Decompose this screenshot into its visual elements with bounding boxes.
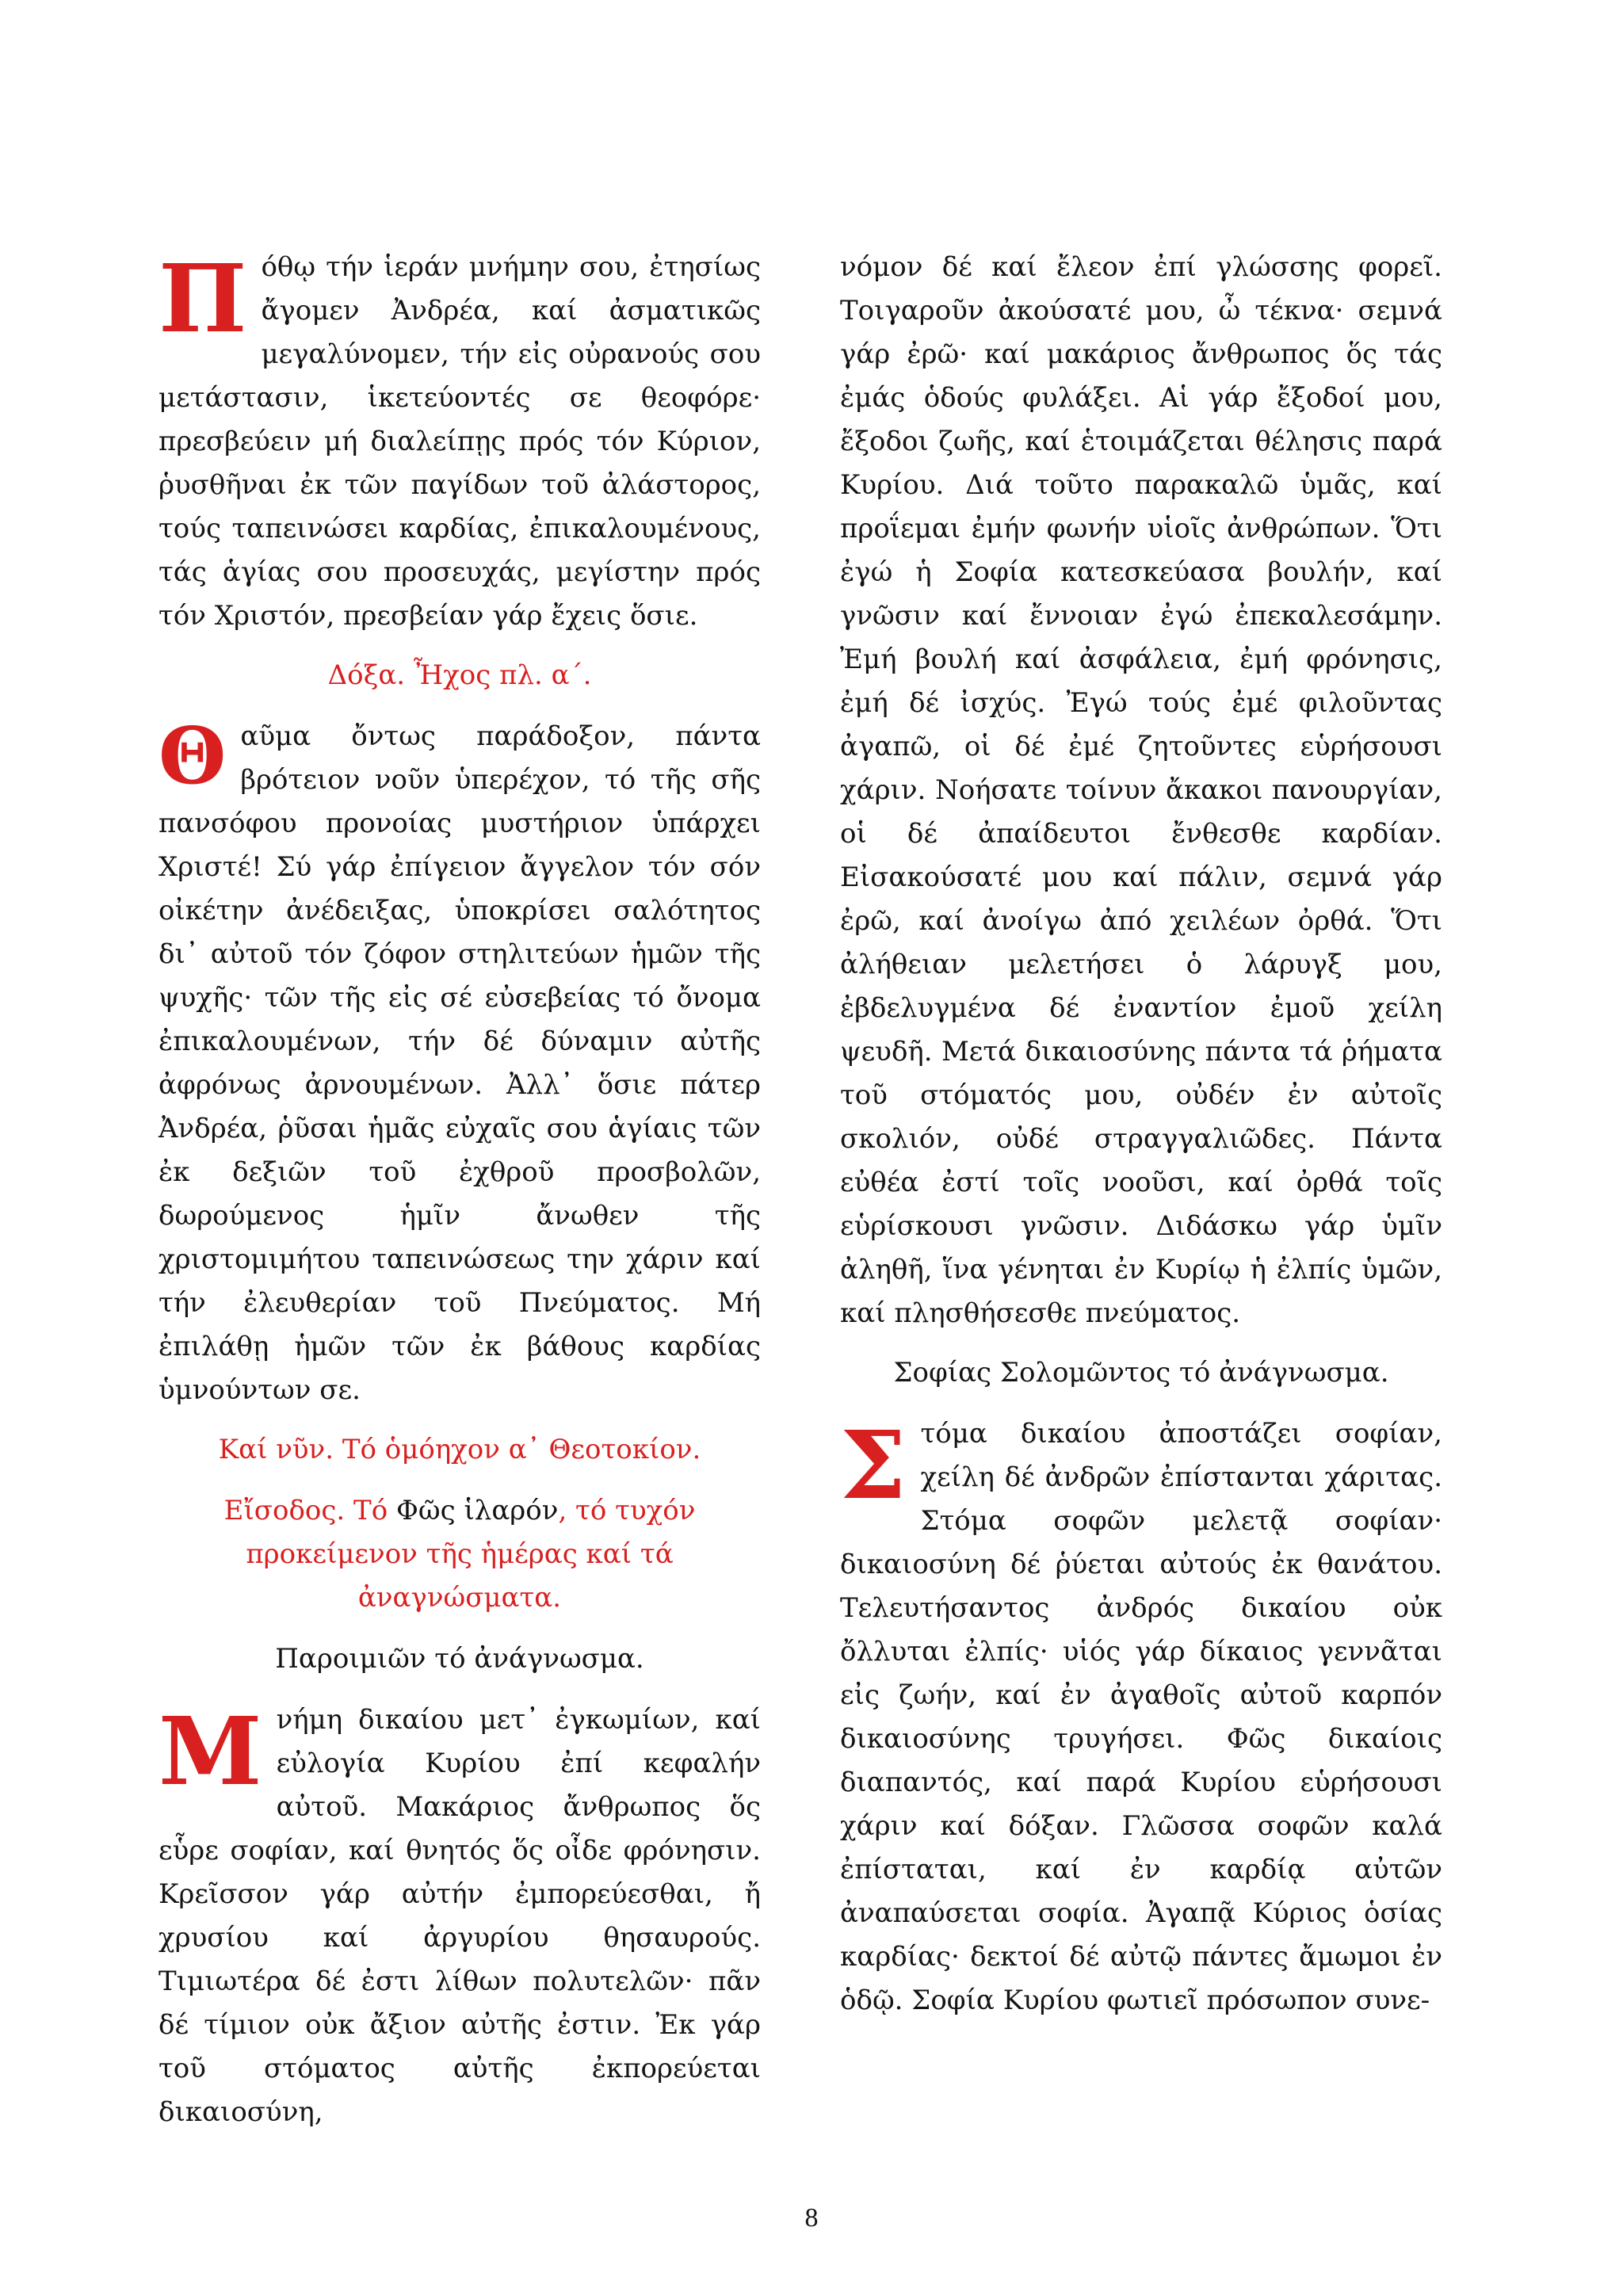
- verse-text: όθῳ τήν ἱεράν μνήμην σου, ἐτησίως ἄγομεν Ἀνδρέα, καί ἀσματικῶς μεγαλύνομεν, τήν εἰς οὐρανούς σου μετάστασιν, ἱκετεύοντές σε θεοφόρε· πρεσβεύειν μή διαλείπῃς πρός τόν Κύριον, ῥυσθῆναι ἐκ τῶν παγίδων τοῦ ἀλάστορος, τούς ταπεινώσει καρδίας, ἐπικαλουμένους, τάς ἁγίας σου προσευχάς, μεγίστην πρός τόν Χριστόν, πρεσβείαν γάρ ἔχεις ὅσιε.: [158, 251, 761, 632]
- rubric-eisodos-hymn: Φῶς ἱλαρόν: [396, 1495, 559, 1526]
- rubric-eisodos: [158, 1489, 761, 1620]
- verse-section-continued: νόμον δέ καί ἔλεον ἐπί γλώσσης φορεῖ. Τοιγαροῦν ἀκούσατέ μου, ὦ τέκνα· σεμνά γάρ ἐρῶ· καί μακάριος ἄνθρωπος ὅς τάς ἐμάς ὁδούς φυλάξει. Αἱ γάρ ἔξοδοί μου, ἔξοδοι ζωῆς, καί ἑτοιμάζεται θέλησις παρά Κυρίου. Διά τοῦτο παρακαλῶ ὑμᾶς, καί προΐεμαι ἐμήν φωνήν υἱοῖς ἀνθρώπων. Ὅτι ἐγώ ἡ Σοφία κατεσκεύασα βουλήν, καί γνῶσιν καί ἔννοιαν ἐγώ ἐπεκαλεσάμην. Ἐμή βουλή καί ἀσφάλεια, ἐμή φρόνησις, ἐμή δέ ἰσχύς. Ἐγώ τούς ἐμέ φιλοῦντας ἀγαπῶ, οἱ δέ ἐμέ ζητοῦντες εὑρήσουσι χάριν. Νοήσατε τοίνυν ἄκακοι πανουργίαν, οἱ δέ ἀπαίδευτοι ἔνθεσθε καρδίαν. Εἰσακούσατέ μου καί πάλιν, σεμνά γάρ ἐρῶ, καί ἀνοίγω ἀπό χειλέων ὀρθά. Ὅτι ἀλήθειαν μελετήσει ὁ λάρυγξ μου, ἐβδελυγμένα δέ ἐναντίον ἐμοῦ χείλη ψευδῆ. Μετά δικαιοσύνης πάντα τά ῥήματα τοῦ στόματός μου, οὐδέν ἐν αὐτοῖς σκολιόν, οὐδέ στραγγαλιῶδες. Πάντα εὐθέα ἐστί τοῖς νοοῦσι, καί ὀρθά τοῖς εὑρίσκουσι γνῶσιν. Διδάσκω γάρ ὑμῖν ἀληθῆ, ἵνα γένηται ἐν Κυρίῳ ἡ ἐλπίς ὑμῶν, καί πλησθήσεσθε πνεύματος.: [840, 251, 1442, 1329]
- verse-text: αῦμα ὄντως παράδοξον, πάντα βρότειον νοῦν ὑπερέχον, τό τῆς σῆς πανσόφου προνοίας μυστήριον ὑπάρχει Χριστέ! Σύ γάρ ἐπίγειον ἄγγελον τόν σόν οἰκέτην ἀνέδειξας, ὑποκρίσει σαλότητος δι᾿ αὐτοῦ τόν ζόφον στηλιτεύων ἡμῶν τῆς ψυχῆς· τῶν τῆς εἰς σέ εὐσεβείας τό ὄνομα ἐπικαλουμένων, τήν δέ δύναμιν αὐτῆς ἀφρόνως ἀρνουμένων. Ἀλλ᾿ ὅσιε πάτερ Ἀνδρέα, ῥῦσαι ἡμᾶς εὐχαῖς σου ἁγίαις τῶν ἐκ δεξιῶν τοῦ ἐχθροῦ προσβολῶν, δωρούμενος ἡμῖν ἄνωθεν τῆς χριστομιμήτου ταπεινώσεως την χάριν καί τήν ἐλευθερίαν τοῦ Πνεύματος. Μή ἐπιλάθῃ ἡμῶν τῶν ἐκ βάθους καρδίας ὑμνούντων σε.: [158, 720, 761, 1406]
- reading-heading-sofias: Σοφίας Σολομῶντος τό ἀνάγνωσμα.: [893, 1357, 1389, 1389]
- right-column: [840, 246, 1442, 2023]
- reading-heading-paroimion: Παροιμιῶν τό ἀνάγνωσμα.: [275, 1643, 644, 1675]
- page-number: 8: [804, 2203, 819, 2233]
- verse-section-1: [158, 243, 761, 638]
- rubric-eisodos-part-b: , τό τυχόν προκείμενον τῆς ἡμέρας καί τά ἀναγνώσματα.: [246, 1495, 696, 1614]
- dropcap-pi: Π: [158, 243, 247, 353]
- dropcap-sigma: Σ: [840, 1410, 907, 1520]
- verse-section-sofias: [840, 1412, 1442, 2023]
- verse-section-2: [158, 711, 761, 1412]
- rubric-doxa: Δόξα. Ἦχος πλ. α΄.: [327, 659, 592, 691]
- dropcap-theta: Θ: [158, 711, 227, 802]
- rubric-eisodos-part-a: Εἴσοδος. Τό: [223, 1495, 397, 1526]
- verse-section-3: [158, 1698, 761, 2134]
- dropcap-mu: Μ: [158, 1696, 262, 1806]
- rubric-kai-nyn: Καί νῦν. Τό ὁμόηχον α᾿ Θεοτοκίον.: [218, 1434, 701, 1465]
- verse-text: τόμα δικαίου ἀποστάζει σοφίαν, χείλη δέ ἀνδρῶν ἐπίστανται χάριτας. Στόμα σοφῶν μελετᾷ σοφίαν· δικαιοσύνη δέ ῥύεται αὐτούς ἐκ θανάτου. Τελευτήσαντος ἀνδρός δικαίου οὐκ ὄλλυται ἐλπίς· υἱός γάρ δίκαιος γεννᾶται εἰς ζωήν, καί ἐν ἀγαθοῖς αὐτοῦ καρπόν δικαιοσύνης τρυγήσει. Φῶς δικαίοις διαπαντός, καί παρά Κυρίου εὑρήσουσι χάριν καί δόξαν. Γλῶσσα σοφῶν καλά ἐπίσταται, καί ἐν καρδίᾳ αὐτῶν ἀναπαύσεται σοφία. Ἀγαπᾷ Κύριος ὁσίας καρδίας· δεκτοί δέ αὐτῷ πάντες ἄμωμοι ἐν ὁδῷ. Σοφία Κυρίου φωτιεῖ πρόσωπον συνε-: [840, 1418, 1442, 2016]
- verse-text: νήμη δικαίου μετ᾿ ἐγκωμίων, καί εὐλογία Κυρίου ἐπί κεφαλήν αὐτοῦ. Μακάριος ἄνθρωπος ὅς εὗρε σοφίαν, καί θνητός ὅς οἶδε φρόνησιν. Κρεῖσσον γάρ αὐτήν ἐμπορεύεσθαι, ἤ χρυσίου καί ἀργυρίου θησαυρούς. Τιμιωτέρα δέ ἐστι λίθων πολυτελῶν· πᾶν δέ τίμιον οὐκ ἄξιον αὐτῆς ἐστιν. Ἐκ γάρ τοῦ στόματος αὐτῆς ἐκπορεύεται δικαιοσύνη,: [158, 1704, 761, 2128]
- left-column: [158, 243, 761, 2134]
